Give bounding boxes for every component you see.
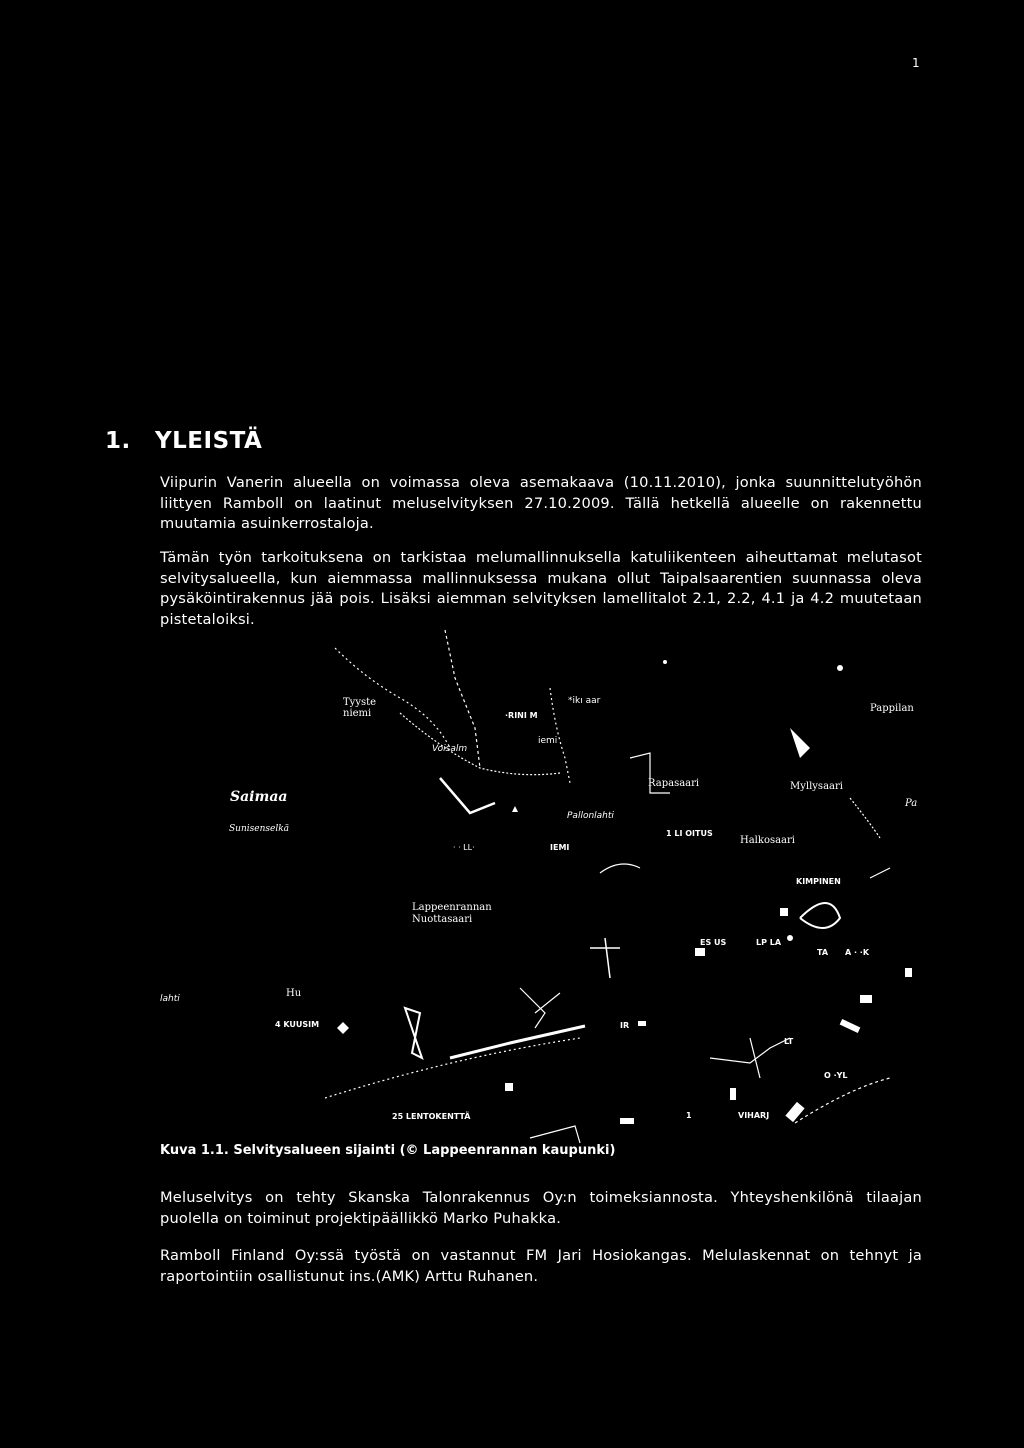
map-label-kuusim: 4 KUUSIM [275, 1020, 320, 1029]
map-label-kimpinen: KIMPINEN [796, 877, 841, 886]
map-label-saimaa: Saimaa [230, 789, 288, 805]
map-label-rapasaari: Rapasaari [648, 778, 700, 789]
map-buildings [337, 660, 912, 1124]
page-number: 1 [912, 56, 920, 70]
map-label-iemi: iemi [538, 736, 558, 746]
paragraph-authors: Ramboll Finland Oy:ssä työstä on vastannut FM Jari Hosiokangas. Melulaskennat on tehnyt ja raportointiin osallistunut ins.(AMK) Arttu Ruhanen. [160, 1247, 922, 1285]
map-label-ir: IR [620, 1021, 630, 1030]
paragraph-intro: Viipurin Vanerin alueella on voimassa oleva asemakaava (10.11.2010), jonka suunnittelutyöhön liittyen Ramboll on laatinut meluselvityksen 27.10.2009. Tällä hetkellä alueelle on rakennettu muutamia asuinkerrostaloja. [160, 474, 922, 532]
map-label-ltoitus: 1 LI OITUS [666, 829, 713, 838]
map-lines [325, 630, 890, 1143]
map-label-ta: TA [817, 948, 829, 957]
map-labels [160, 696, 917, 1121]
section-heading [105, 428, 262, 454]
map-label-one: 1 [686, 1111, 692, 1120]
map-label-viharj: VIHARJ [738, 1111, 770, 1120]
map-label-lt: LT [784, 1037, 794, 1046]
map-label-iemi2: IEMI [550, 843, 570, 852]
map-label-lentokentta: 25 LENTOKENTTÄ [392, 1112, 471, 1121]
map-label-niemi: niemi [343, 708, 372, 719]
section-title: YLEISTÄ [155, 428, 263, 454]
map-label-ikiaar: *ikı aar [568, 696, 601, 706]
map-label-nuottasaari: Nuottasaari [412, 914, 473, 925]
section-number: 1. [105, 428, 131, 454]
map-label-esus: ES US [700, 938, 727, 947]
map-label-myllysaari: Myllysaari [790, 781, 843, 792]
map-label-tyyste: Tyyste [343, 697, 377, 708]
location-map [150, 618, 930, 1148]
map-label-lpla: LP LA [756, 938, 782, 947]
map-label-lappeenranta: Lappeenrannan [412, 902, 492, 913]
map-label-ak: A · ·K [845, 948, 870, 957]
paragraph-purpose: Tämän työn tarkoituksena on tarkistaa melumallinnuksella katuliikenteen aiheuttamat melutasot selvitysalueella, kun aiemmassa mallinnuksessa mukana ollut Taipalsaarentien suunnassa oleva pysäköintirakennus jää pois. Lisäksi aiemman selvityksen lamellitalot 2.1, 2.2, 4.1 ja 4.2 muutetaan pistetaloiksi. [160, 549, 922, 628]
map-label-ll: · · LL· [453, 843, 475, 852]
map-label-pallonlahti: Pallonlahti [567, 811, 614, 821]
map-label-pappilan: Pappilan [870, 703, 914, 714]
map-label-sunisenselka: Sunisenselkä [229, 824, 290, 834]
figure-caption: Kuva 1.1. Selvitysalueen sijainti (© Lappeenrannan kaupunki) [160, 1143, 616, 1158]
map-label-pa: Pa [905, 798, 918, 809]
map-label-halkosaari: Halkosaari [740, 835, 795, 846]
map-label-rini: ·RINI M [505, 711, 538, 720]
map-label-lahti: lahti [160, 994, 180, 1004]
map-label-voisalm: Voisalm [432, 744, 468, 754]
map-label-oyl: O ·YL [824, 1071, 848, 1080]
paragraph-client: Meluselvitys on tehty Skanska Talonrakennus Oy:n toimeksiannosta. Yhteyshenkilönä tilaajan puolella on toiminut projektipäällikkö Marko Puhakka. [160, 1189, 922, 1227]
map-label-hu: Hu [286, 988, 302, 999]
